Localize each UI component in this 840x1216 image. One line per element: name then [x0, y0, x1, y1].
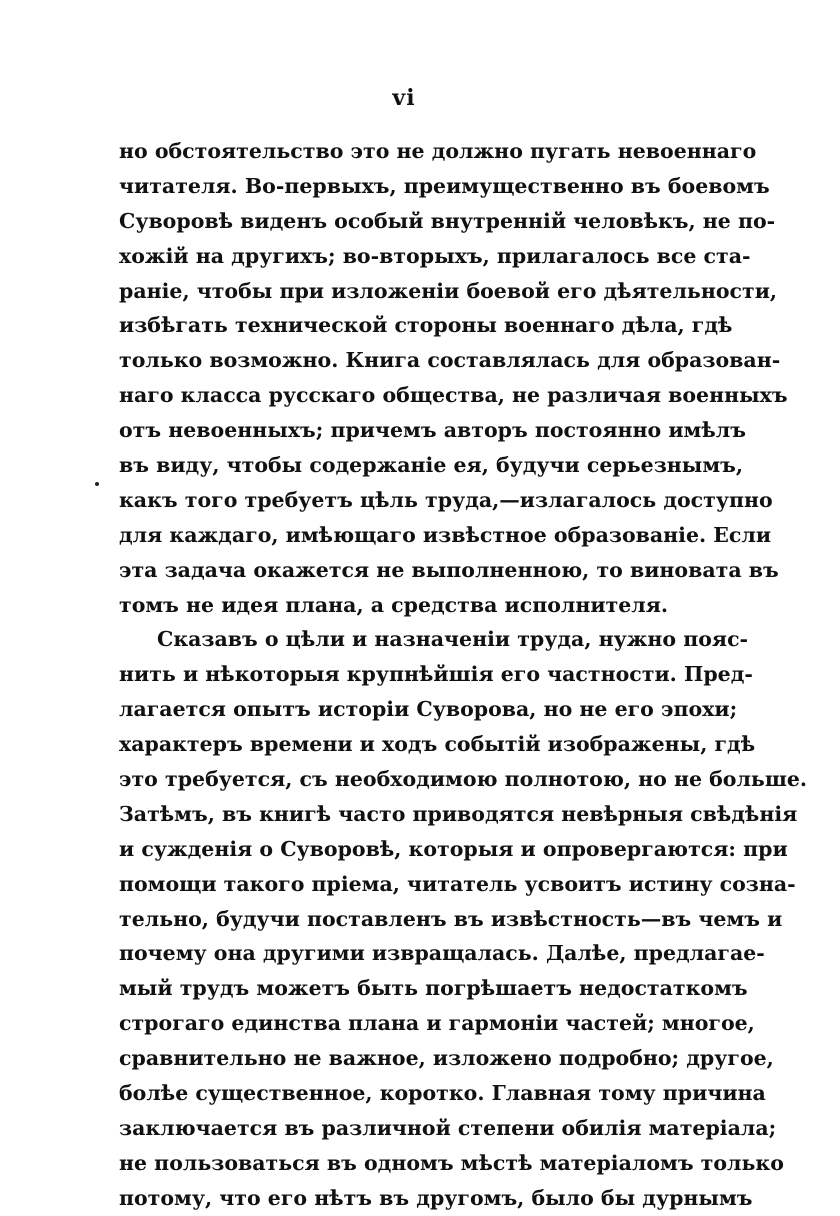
text-line: но обстоятельство это не должно пугать невоеннаго [119, 139, 757, 163]
text-line: избѣгать технической стороны военнаго дѣла, гдѣ [119, 313, 733, 338]
text-line: сравнительно не важное, изложено подробно; другое, [119, 1046, 774, 1071]
text-line: ранiе, чтобы при изложенiи боевой его дѣятельности, [119, 278, 778, 303]
text-line: не пользоваться въ одномъ мѣстѣ матерiаломъ только [119, 1150, 784, 1175]
text-line: болѣе существенное, коротко. Главная тому причина [119, 1081, 766, 1106]
text-line: какъ того требуетъ цѣль труда,—излагалось доступно [119, 487, 773, 512]
text-line: нить и нѣкоторыя крупнѣйшiя его частности. Пред- [119, 662, 753, 687]
text-line: Суворовѣ виденъ особый внутреннiй человѣкъ, не по- [119, 208, 776, 233]
body-text [119, 134, 808, 1216]
text-line: и сужденiя о Суворовѣ, которыя и опровергаются: при [119, 836, 788, 861]
text-line: строгаго единства плана и гармонiи частей; многое, [119, 1011, 755, 1036]
margin-ink-dot [95, 482, 99, 486]
text-line: только возможно. Книга составлялась для образован- [119, 348, 781, 373]
text-line: помощи такого прiема, читатель усвоитъ истину созна- [119, 871, 796, 896]
paragraph-start-line: Сказавъ о цѣли и назначенiи труда, нужно пояс- [157, 627, 749, 652]
text-line: лагается опытъ исторiи Суворова, но не его эпохи; [119, 697, 738, 722]
text-line: потому, что его нѣтъ въ другомъ, было бы дурнымъ [119, 1185, 753, 1210]
text-line: въ виду, чтобы содержанiе ея, будучи серьезнымъ, [119, 453, 744, 478]
text-line: характеръ времени и ходъ событiй изображены, гдѣ [119, 732, 756, 757]
text-line: отъ невоенныхъ; причемъ авторъ постоянно имѣлъ [119, 418, 746, 443]
text-line: читателя. Во-первыхъ, преимущественно въ боевомъ [119, 173, 770, 198]
text-line: мый трудъ можетъ быть погрѣшаетъ недостаткомъ [119, 976, 748, 1001]
text-line: наго класса русскаго общества, не различая военныхъ [119, 383, 788, 408]
text-line: для каждаго, имѣющаго извѣстное образованiе. Если [119, 522, 772, 547]
text-line: почему она другими извращалась. Далѣе, предлагае- [119, 941, 765, 966]
text-line: тельно, будучи поставленъ въ извѣстность—въ чемъ и [119, 906, 783, 931]
text-line: это требуется, съ необходимою полнотою, но не больше. [119, 767, 808, 792]
page-number: vi [392, 85, 416, 111]
text-line: заключается въ различной степени обилiя матерiала; [119, 1115, 777, 1140]
text-line: хожiй на другихъ; во-вторыхъ, прилагалось все ста- [119, 243, 751, 268]
text-line: Затѣмъ, въ книгѣ часто приводятся невѣрныя свѣдѣнiя [119, 801, 798, 826]
paragraph-end-line: томъ не идея плана, а средства исполнителя. [119, 592, 669, 617]
text-line: эта задача окажется не выполненною, то виновата въ [119, 557, 779, 582]
